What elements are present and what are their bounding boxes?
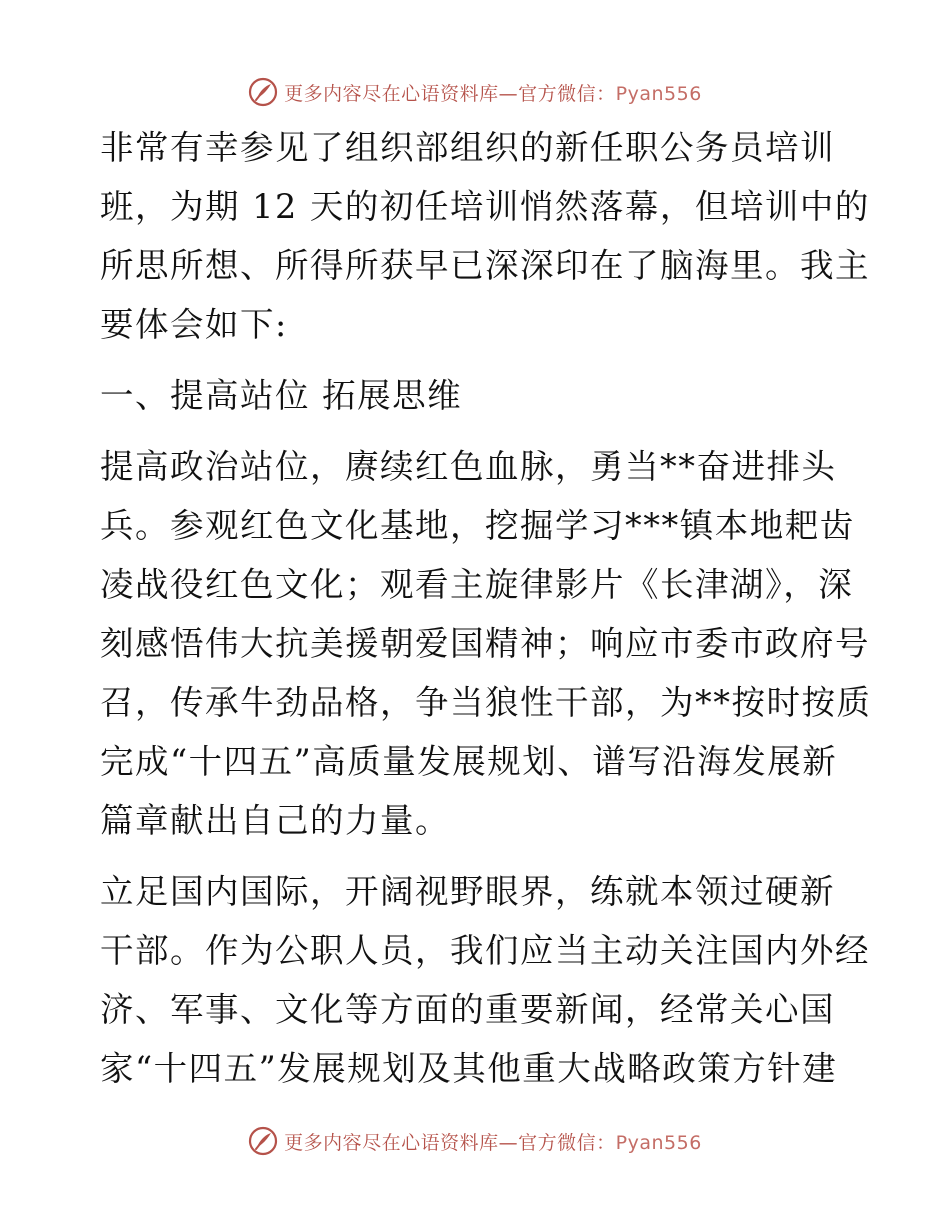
watermark-text: 更多内容尽在心语资料库—官方微信：Pyan556 [284,1131,702,1154]
text-line: 提高政治站位，赓续红色血脉，勇当**奋进排头 [100,447,837,486]
paragraph-global-vision [100,862,870,1098]
text-line: 班，为期 12 天的初任培训悄然落幕，但培训中的 [100,187,870,226]
text-line: 家“十四五”发展规划及其他重大战略政策方针建 [100,1049,838,1088]
text-line: 所思所想、所得所获早已深深印在了脑海里。我主 [100,246,870,285]
text-line: 完成“十四五”高质量发展规划、谱写沿海发展新 [100,742,838,781]
text-line: 非常有幸参见了组织部组织的新任职公务员培训 [100,128,835,167]
text-line: 干部。作为公职人员，我们应当主动关注国内外经 [100,931,870,970]
section-heading: 一、提高站位 拓展思维 [100,376,463,415]
intro-paragraph [100,118,870,354]
document-body [100,118,872,1110]
paragraph-political-stance [100,437,872,850]
text-line: 立足国内国际，开阔视野眼界，练就本领过硬新 [100,872,835,911]
footer-watermark [0,1121,950,1161]
text-line: 凌战役红色文化；观看主旋律影片《长津湖》，深 [100,565,854,604]
text-line: 召，传承牛劲品格，争当狼性干部，为**按时按质 [100,683,872,722]
text-line: 篇章献出自己的力量。 [100,801,450,840]
text-line: 要体会如下: [100,305,288,344]
header-watermark [0,72,950,112]
quill-logo-icon [248,1126,278,1156]
quill-logo-icon [248,77,278,107]
watermark-wechat-id: Pyan556 [615,1131,702,1154]
text-line: 济、军事、文化等方面的重要新闻，经常关心国 [100,990,835,1029]
text-line: 兵。参观红色文化基地，挖掘学习***镇本地耙齿 [100,506,855,545]
watermark-text: 更多内容尽在心语资料库—官方微信：Pyan556 [284,82,702,105]
watermark-wechat-id: Pyan556 [615,82,702,105]
text-line: 刻感悟伟大抗美援朝爱国精神；响应市委市政府号 [100,624,870,663]
